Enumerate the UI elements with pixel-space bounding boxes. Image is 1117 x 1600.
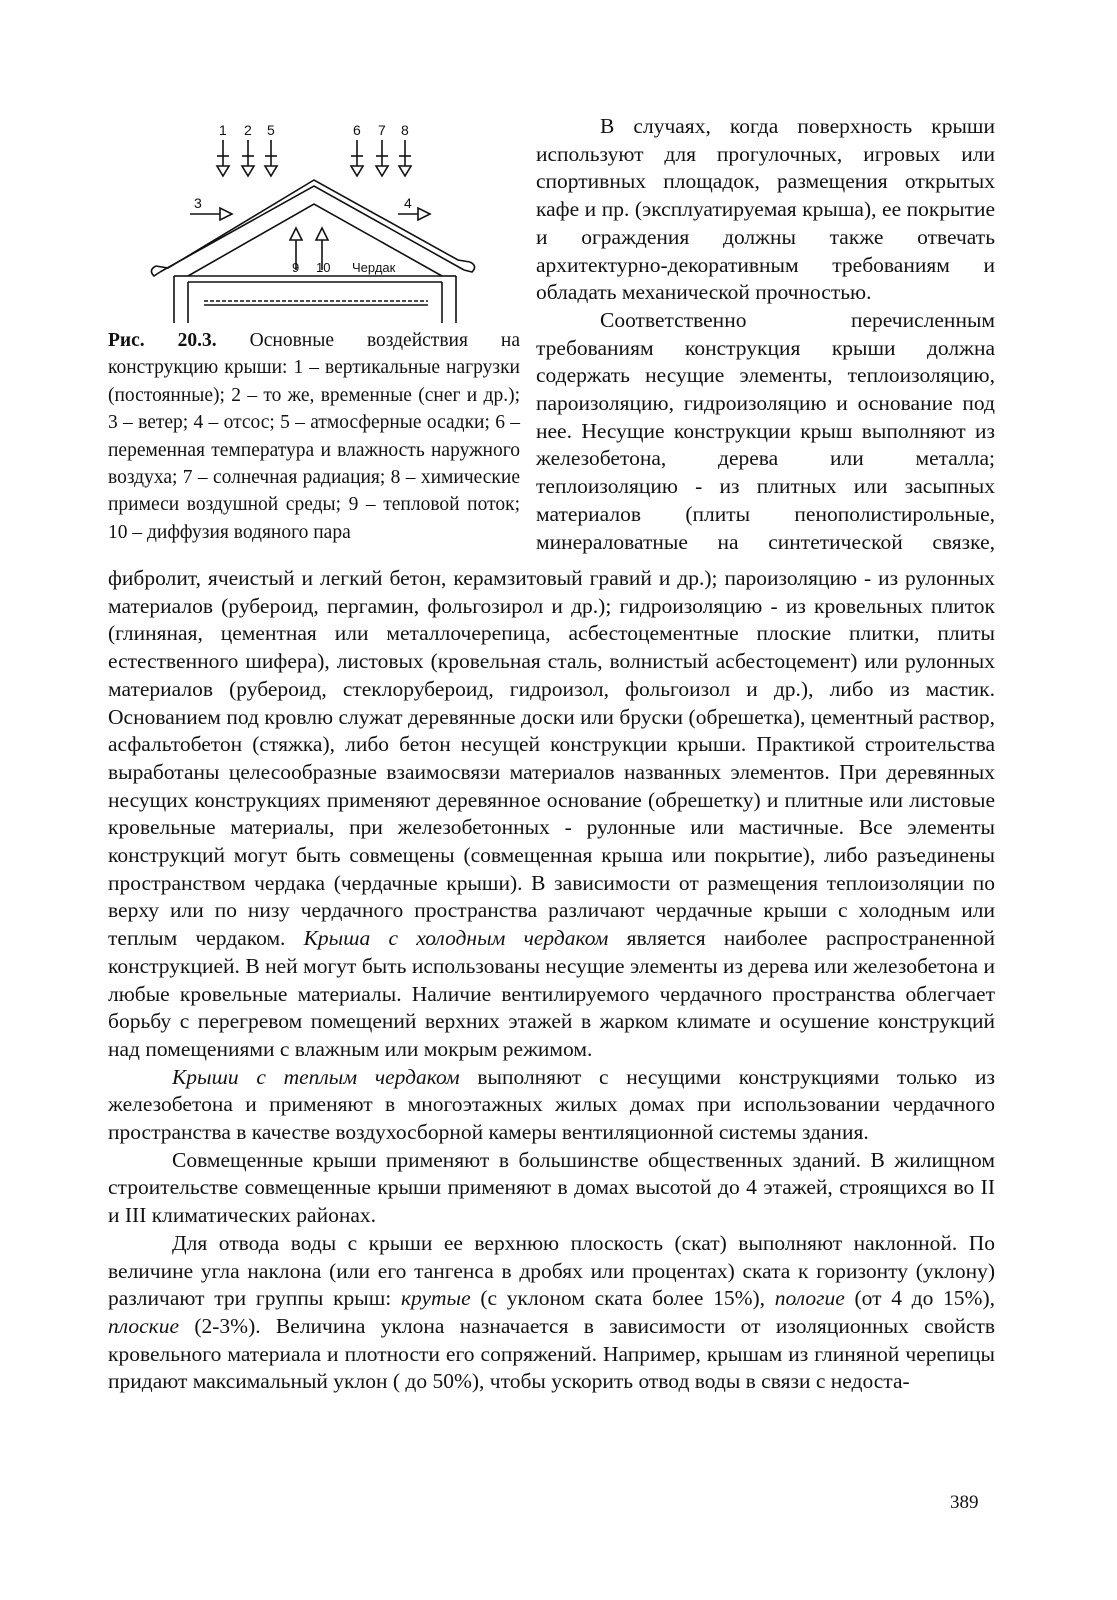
right-column (536, 113, 995, 556)
text-segment: является наиболее распространенной конструкцией. В ней могут быть использованы несущие элементы из дерева или железобетона и любые кровельные материалы. Наличие вентилируемого чердачного пространства облегчает борьбу с перегревом помещений верхних этажей в жарком климате и осушение конструкций над помещениями с влажным или мокрым режимом. (108, 926, 996, 1061)
italic-term: плоские (108, 1313, 180, 1338)
italic-term: пологие (774, 1286, 845, 1311)
label-2: 2 (244, 122, 252, 138)
label-3: 3 (194, 195, 202, 211)
paragraph-roof-composition: Соответственно перечисленным требованиям конструкция крыши должна содержать несущие элементы, теплоизоляцию, пароизоляцию, гидроизоляцию и основание под нее. Несущие конструкции крыш выполняют из железобетона, дерева или металла; теплоизоляцию - из плитных или засыпных материалов (плиты пенополистирольные, минераловатные на синтетической связке, (536, 307, 995, 554)
text-segment: (с уклоном ската более 15%), (470, 1286, 775, 1311)
label-4: 4 (404, 195, 412, 211)
label-10: 10 (316, 260, 331, 275)
figure-20-3 (108, 108, 520, 546)
paragraph-roof-composition-continued (108, 565, 995, 1064)
label-attic: Чердак (352, 260, 396, 275)
text-segment: (от 4 до 15%), (844, 1286, 996, 1311)
paragraph-exploited-roof: В случаях, когда поверхность крыши используют для прогулочных, игровых или спортивных площадок, размещения открытых кафе и пр. (эксплуатируемая крыша), ее покрытие и ограждения должны также отвечать архитектурно-декоративным требованиям и обладать механической прочностью. (536, 114, 995, 305)
text-segment: фибролит, ячеистый и легкий бетон, керамзитовый гравий и др.); пароизоляцию - из рулонных материалов (рубероид, пергамин, фольгозирол и др.); гидроизоляцию - из кровельных плиток (глиняная, цементная или металлочерепица, асбестоцементные плоские плитки, плиты естественного шифера), листовых (кровельная сталь, волнистый асбестоцемент) или рулонных материалов (рубероид, стеклорубероид, гидроизол, фольгоизол и др.), либо из мастик. Основанием под кровлю служат деревянные доски или бруски (обрешетка), цементный раствор, асфальтобетон (стяжка), либо бетон несущей конструкции крыши. Практикой строительства выработаны целесообразные взаимосвязи материалов названных элементов. При деревянных несущих конструкциях применяют деревянное основание (обрешетку) и плитные или листовые кровельные материалы, при железобетонных - рулонные или мастичные. Все элементы конструкций могут быть совмещены (совмещенная крыша или покрытие), либо разъединены пространством чердака (чердачные крыши). В зависимости от размещения теплоизоляции по верху или по низу чердачного пространства различают чердачные крыши с холодным или теплым чердаком. (108, 566, 995, 951)
text-segment: (2-3%). Величина уклона назначается в зависимости от изоляционных свойств кровельного материала и плотности его сопряжений. Например, крышам из глиняной черепицы придают максимальный уклон ( до 50%), чтобы ускорить отвод воды в связи с недоста- (108, 1313, 995, 1394)
italic-term: Крыши с теплым чердаком (172, 1064, 460, 1089)
paragraph-combined-roofs: Совмещенные крыши применяют в большинстве общественных зданий. В жилищном строительстве совмещенные крыши применяют в домах высотой до 4 этажей, строящихся во II и III климатических районах. (108, 1147, 995, 1228)
label-1: 1 (219, 122, 227, 138)
page-number: 389 (950, 1492, 979, 1513)
label-7: 7 (378, 122, 386, 138)
caption-label: Рис. 20.3. (108, 330, 217, 351)
paragraph-warm-attic (108, 1064, 995, 1147)
label-8: 8 (401, 122, 409, 138)
text-segment: Для отвода воды с крыши ее верхнюю плоскость (скат) выполняют наклонной. По величине угла наклона (или его тангенса в дробях или процентах) ската к горизонту (уклону) различают три группы крыш: (108, 1230, 995, 1311)
main-text (108, 565, 995, 1396)
label-9: 9 (292, 260, 300, 275)
italic-term: Крыша с холодным чердаком (303, 926, 609, 951)
text-segment: выполняют с несущими конструкциями только из железобетона и применяют в многоэтажных жилых домах при использовании чердачного пространства в качестве воздухосборной камеры вентиляционной системы здания. (108, 1064, 995, 1145)
label-5: 5 (267, 122, 275, 138)
italic-term: крутые (400, 1286, 471, 1311)
caption-text: Основные воздействия на конструкцию крыши: 1 – вертикальные нагрузки (постоянные); 2 – то же, временные (снег и др.); 3 – ветер; 4 – отсос; 5 – атмосферные осадки; 6 – переменная температура и влажность наружного воздуха; 7 – солнечная радиация; 8 – химические примеси воздушной среды; 9 – тепловой поток; 10 – диффузия водяного пара (108, 330, 521, 543)
roof-impacts-diagram (108, 108, 520, 323)
figure-caption (108, 327, 520, 546)
paragraph-roof-slope (108, 1230, 995, 1396)
label-6: 6 (353, 122, 361, 138)
